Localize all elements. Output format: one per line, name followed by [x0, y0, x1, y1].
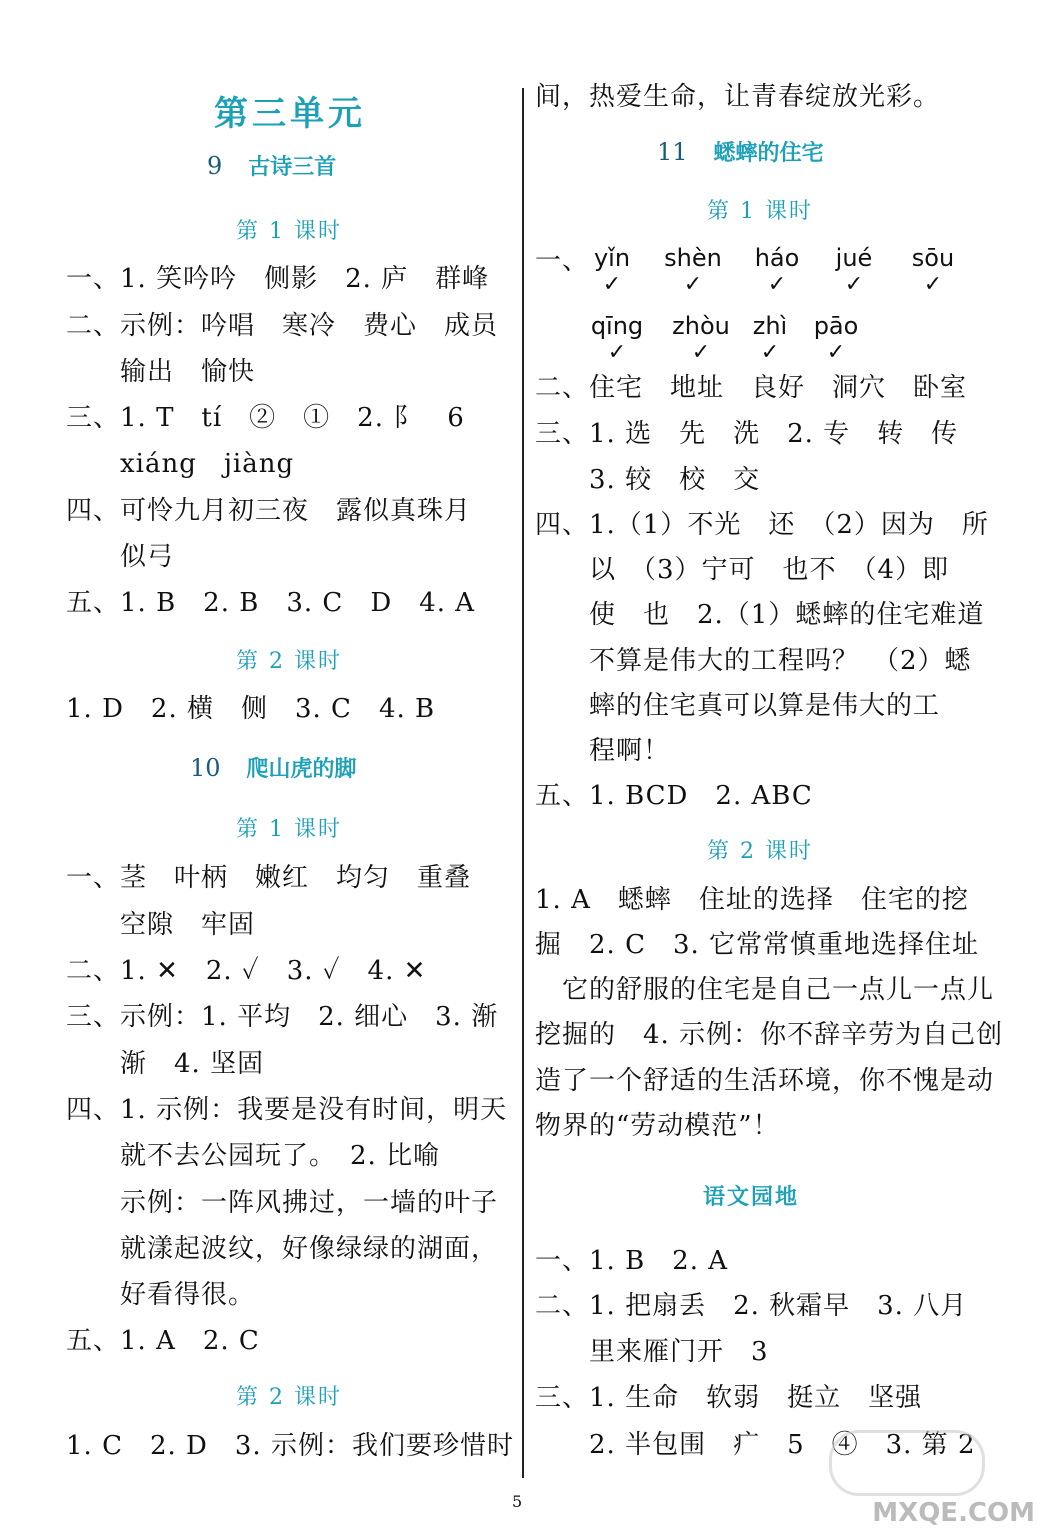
- answer-line: 五、1. A 2. C: [66, 1326, 260, 1356]
- lesson-number: 11: [657, 138, 688, 166]
- answer-line: 五、1. B 2. B 3. C D 4. A: [66, 588, 476, 618]
- column-divider: [522, 88, 524, 1478]
- answer-line: 一、1. 笑吟吟 侧影 2. 庐 群峰: [66, 264, 490, 294]
- answer-line: 就漾起波纹，好像绿绿的湖面，: [66, 1234, 499, 1264]
- answer-line: 它的舒服的住宅是自己一点儿一点儿: [535, 975, 995, 1005]
- answer-line: 三、示例：1. 平均 2. 细心 3. 渐: [66, 1002, 499, 1032]
- answer-line: 渐 4. 坚固: [66, 1049, 265, 1079]
- answer-line: 1. C 2. D 3. 示例：我们要珍惜时: [66, 1431, 514, 1461]
- lesson-title: 蟋蟀的住宅: [713, 140, 824, 166]
- answer-line: 空隙 牢固: [66, 910, 256, 940]
- pinyin-item: shèn ✓: [661, 244, 725, 296]
- l9-period1-heading: 第 1 课时: [236, 219, 342, 244]
- answer-line: 里来雁门开 3: [535, 1337, 769, 1367]
- answer-line: 蟀的住宅真可以算是伟大的工: [535, 691, 941, 721]
- answer-line: 二、示例：吟唱 寒冷 费心 成员: [66, 311, 499, 341]
- check-icon: ✓: [691, 340, 711, 365]
- answer-line: 四、1. 示例：我要是没有时间，明天: [66, 1095, 508, 1125]
- lesson-number: 9: [207, 152, 223, 180]
- answer-line: 二、住宅 地址 良好 洞穴 卧室: [535, 373, 968, 403]
- lesson-9-heading: [207, 150, 336, 181]
- answer-line: 一、1. B 2. A: [535, 1246, 729, 1276]
- watermark-text: MXQE.COM: [872, 1498, 1035, 1528]
- answer-line: 造了一个舒适的生活环境，你不愧是动: [535, 1066, 995, 1096]
- l9-period2-heading: 第 2 课时: [236, 649, 342, 674]
- check-icon: ✓: [602, 272, 622, 297]
- l10-period2-heading: 第 2 课时: [236, 1385, 342, 1410]
- unit-title: 第三单元: [214, 94, 366, 134]
- answer-line: 输出 愉快: [66, 357, 256, 387]
- answer-line: xiáng jiàng: [66, 449, 295, 479]
- answer-line: 似弓: [66, 542, 175, 572]
- check-icon: ✓: [767, 272, 787, 297]
- answer-line: 二、1. ✕ 2. ✓ 3. ✓ 4. ✕: [66, 956, 427, 986]
- answer-line: 掘 2. C 3. 它常常慎重地选择住址: [535, 930, 980, 960]
- pinyin-item: zhì ✓: [749, 312, 791, 364]
- lesson-number: 10: [190, 754, 221, 782]
- answer-line: 二、1. 把扇丢 2. 秋霜早 3. 八月: [535, 1291, 968, 1321]
- answer-line: 3. 较 校 交: [535, 465, 761, 495]
- answer-line: 程啊！: [535, 736, 671, 766]
- lesson-title: 古诗三首: [248, 154, 337, 180]
- answer-line: 1. D 2. 横 侧 3. C 4. B: [66, 694, 436, 724]
- pinyin-item: háo ✓: [749, 244, 805, 296]
- answer-line: 四、可怜九月初三夜 露似真珠月: [66, 496, 472, 526]
- answer-line: 使 也 2.（1）蟋蟀的住宅难道: [535, 600, 985, 630]
- check-icon: ✓: [760, 340, 780, 365]
- check-icon: ✓: [844, 272, 864, 297]
- pinyin-item: zhòu ✓: [669, 312, 733, 364]
- pinyin-item: jué ✓: [829, 244, 879, 296]
- answer-line: 间，热爱生命，让青春绽放光彩。: [535, 82, 941, 112]
- l11-period2-heading: 第 2 课时: [707, 839, 813, 864]
- watermark-logo: [829, 1430, 985, 1496]
- answer-line: 三、1. 选 先 洗 2. 专 转 传: [535, 419, 959, 449]
- check-icon: ✓: [683, 272, 703, 297]
- answer-line: 五、1. BCD 2. ABC: [535, 781, 813, 811]
- answer-line: 三、1. T tí ② ① 2. ⻖ 6: [66, 403, 465, 433]
- answer-line: 物界的“劳动模范”！: [535, 1111, 780, 1141]
- answer-line: 三、1. 生命 软弱 挺立 坚强: [535, 1383, 923, 1413]
- garden-heading: 语文园地: [703, 1184, 800, 1210]
- check-icon: ✓: [607, 340, 627, 365]
- lesson-title: 爬山虎的脚: [246, 756, 357, 782]
- answer-line: 示例：一阵风拂过，一墙的叶子: [66, 1188, 499, 1218]
- pinyin-item: pāo ✓: [809, 312, 863, 364]
- answer-line: 1. A 蟋蟀 住址的选择 住宅的挖: [535, 885, 969, 915]
- answer-line: 挖掘的 4. 示例：你不辞辛劳为自己创: [535, 1020, 1004, 1050]
- lesson-11-heading: [657, 136, 824, 167]
- answer-line: 不算是伟大的工程吗？ （2）蟋: [535, 646, 972, 676]
- pinyin-item: qīng ✓: [587, 312, 647, 364]
- check-icon: ✓: [826, 340, 846, 365]
- l10-period1-heading: 第 1 课时: [236, 817, 342, 842]
- l11-period1-heading: 第 1 课时: [707, 199, 813, 224]
- answer-line: 2. 半包围 疒 5 ④ 3. 第 2: [535, 1430, 976, 1460]
- answer-line: 以 （3）宁可 也不 （4）即: [535, 555, 950, 585]
- check-icon: ✓: [923, 272, 943, 297]
- question-prefix: 一、: [535, 246, 590, 276]
- lesson-10-heading: [190, 752, 357, 783]
- answer-line: 四、1.（1）不光 还 （2）因为 所: [535, 510, 989, 540]
- answer-line: 就不去公园玩了。 2. 比喻: [66, 1141, 441, 1171]
- answer-line: 一、茎 叶柄 嫩红 均匀 重叠: [66, 863, 472, 893]
- answer-line: 好看得很。: [66, 1280, 256, 1310]
- page-number: 5: [512, 1492, 523, 1511]
- pinyin-item: yǐn ✓: [587, 244, 637, 296]
- pinyin-item: sōu ✓: [905, 244, 961, 296]
